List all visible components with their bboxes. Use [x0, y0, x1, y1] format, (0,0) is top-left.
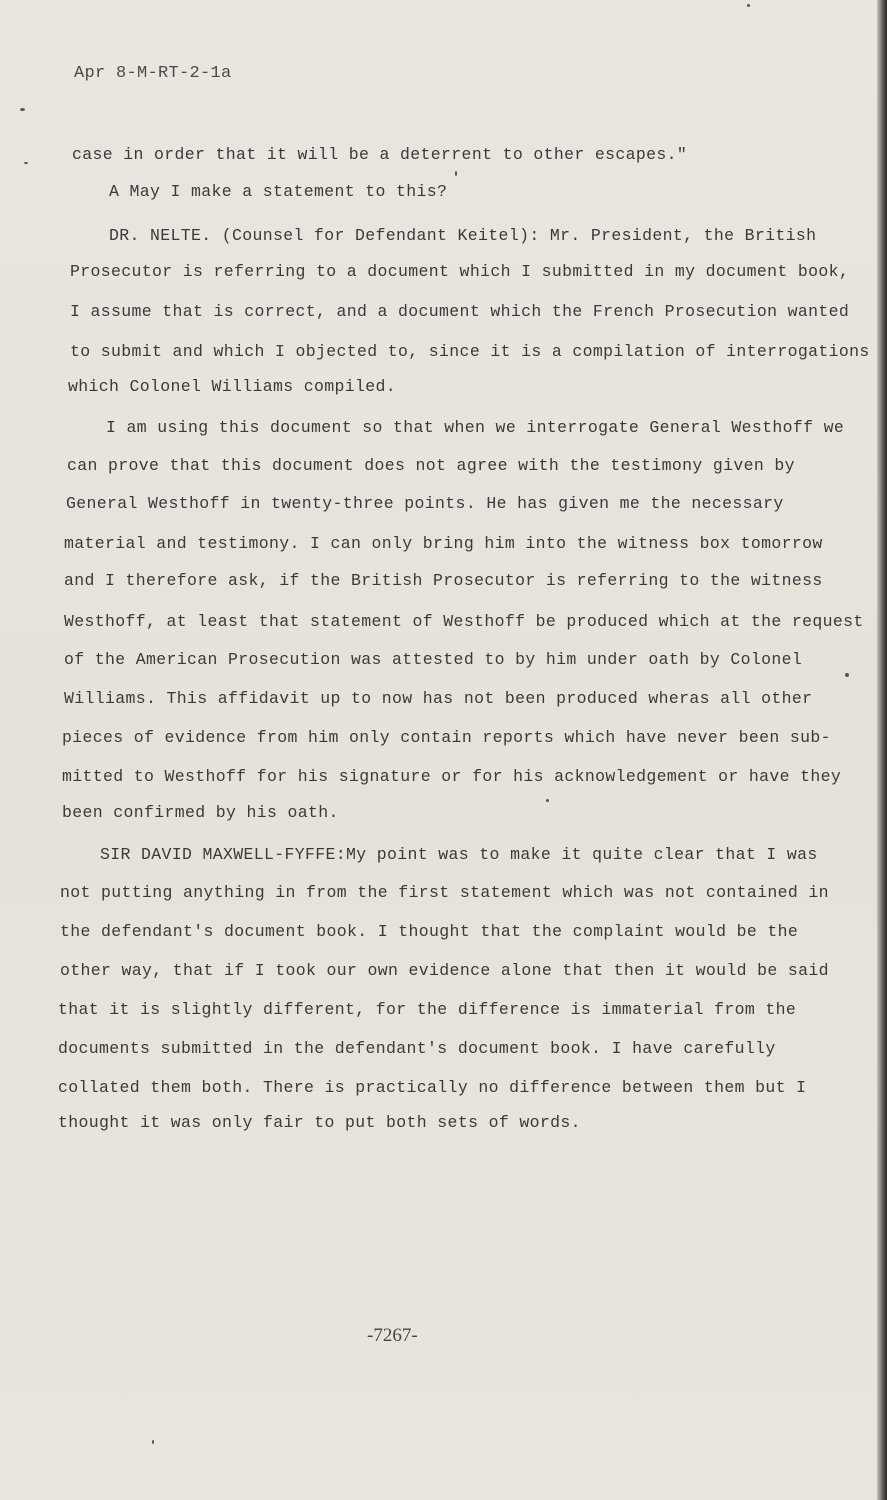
- text-line: not putting anything in from the first statement which was not contained in: [60, 883, 829, 902]
- text-line: A May I make a statement to this?: [109, 182, 448, 201]
- text-line: other way, that if I took our own evidence alone that then it would be said: [60, 961, 829, 980]
- document-reference: Apr 8-M-RT-2-1a: [74, 64, 232, 83]
- text-line: that it is slightly different, for the difference is immaterial from the: [58, 1000, 797, 1019]
- text-line: documents submitted in the defendant's document book. I have carefully: [58, 1039, 776, 1058]
- ink-speck: [455, 171, 457, 176]
- ink-speck: [546, 799, 549, 802]
- text-line: can prove that this document does not agree with the testimony given by: [67, 456, 795, 475]
- text-line: of the American Prosecution was attested to by him under oath by Colonel: [64, 650, 803, 669]
- text-line: DR. NELTE. (Counsel for Defendant Keitel): Mr. President, the British: [109, 226, 817, 245]
- ink-speck: [747, 4, 750, 7]
- text-line: been confirmed by his oath.: [62, 803, 339, 822]
- text-line: I am using this document so that when we interrogate General Westhoff we: [106, 418, 845, 437]
- text-line: SIR DAVID MAXWELL-FYFFE:My point was to make it quite clear that I was: [100, 845, 818, 864]
- ink-speck: [20, 108, 25, 111]
- text-line: Prosecutor is referring to a document which I submitted in my document book,: [70, 262, 850, 281]
- text-line: case in order that it will be a deterrent to other escapes.": [72, 145, 688, 164]
- text-line: which Colonel Williams compiled.: [68, 377, 397, 396]
- text-line: I assume that is correct, and a document which the French Prosecution wanted: [70, 302, 850, 321]
- text-line: the defendant's document book. I thought that the complaint would be the: [60, 922, 799, 941]
- text-line: General Westhoff in twenty-three points. He has given me the necessary: [66, 494, 784, 513]
- text-line: to submit and which I objected to, since it is a compilation of interrogations: [70, 342, 870, 361]
- page-number: -7267-: [367, 1325, 418, 1346]
- ink-speck: [845, 673, 849, 677]
- text-line: Westhoff, at least that statement of Westhoff be produced which at the request: [64, 612, 864, 631]
- text-line: pieces of evidence from him only contain reports which have never been sub-: [62, 728, 831, 747]
- text-line: collated them both. There is practically no difference between them but I: [58, 1078, 807, 1097]
- text-line: thought it was only fair to put both sets of words.: [58, 1113, 581, 1132]
- ink-speck: [152, 1440, 154, 1444]
- text-line: Williams. This affidavit up to now has not been produced wheras all other: [64, 689, 813, 708]
- text-line: mitted to Westhoff for his signature or for his acknowledgement or have they: [62, 767, 842, 786]
- text-line: and I therefore ask, if the British Prosecutor is referring to the witness: [64, 571, 823, 590]
- text-line: material and testimony. I can only bring him into the witness box tomorrow: [64, 534, 823, 553]
- ink-speck: [24, 162, 28, 164]
- page-edge-shadow: [877, 0, 887, 1500]
